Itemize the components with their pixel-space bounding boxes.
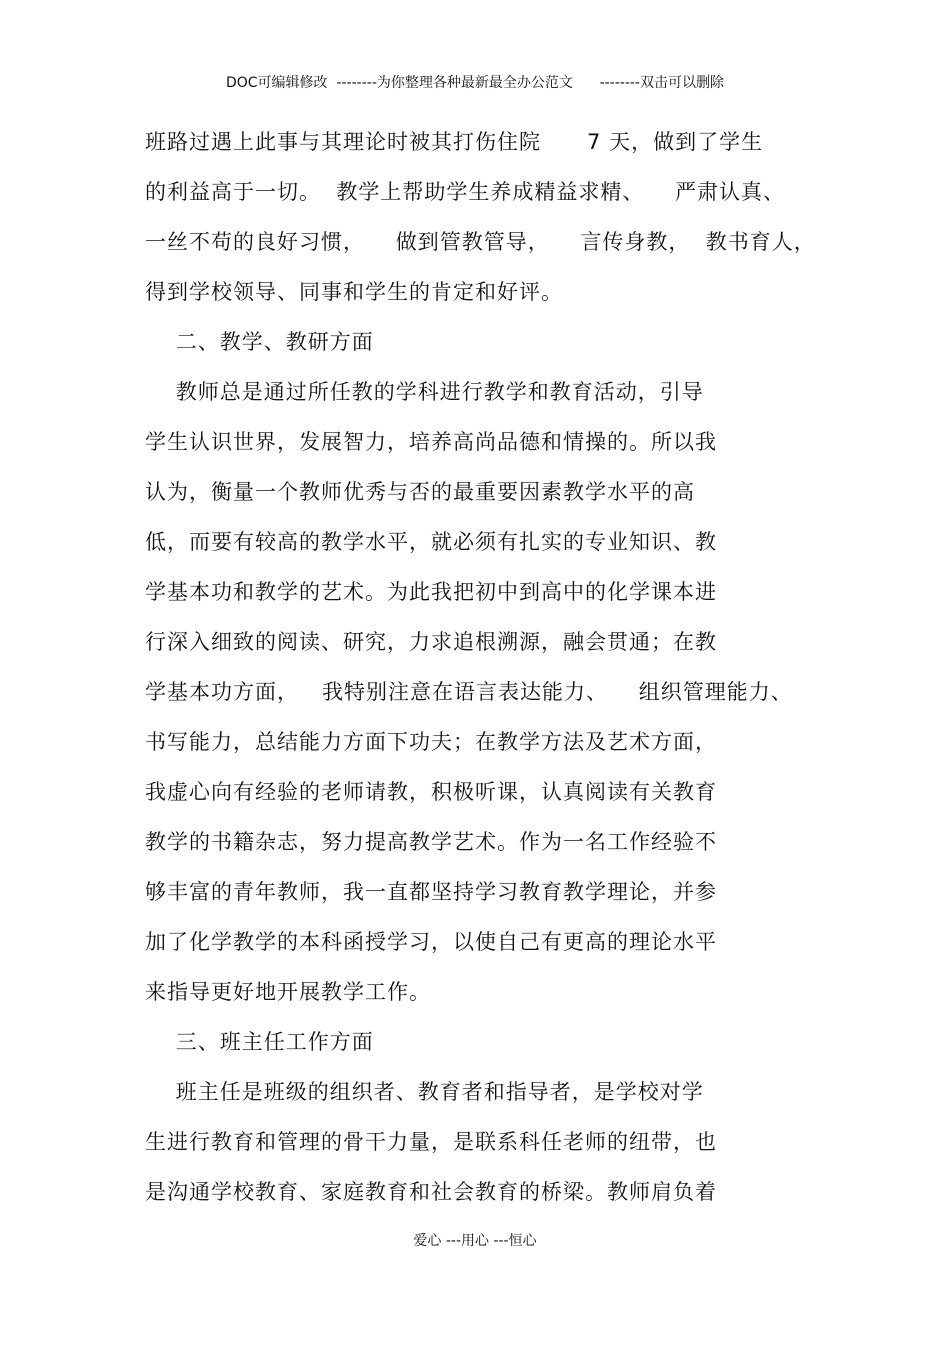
text-line: 我虚心向有经验的老师请教，积极听课，认真阅读有关教育 xyxy=(145,780,717,804)
section-heading: 三、班主任工作方面 xyxy=(145,1030,374,1054)
text-line: 教师总是通过所任教的学科进行教学和教育活动，引导 xyxy=(145,380,704,404)
page-header: DOC可编辑修改 --------为你整理各种最新最全办公范文 --------双击可以删除 xyxy=(225,75,724,91)
text-line: 班主任是班级的组织者、教育者和指导者，是学校对学 xyxy=(145,1080,704,1104)
text-line: 的利益高于一切。 教学上帮助学生养成精益求精、 严肃认真、 xyxy=(145,180,786,204)
text-line: 够丰富的青年教师，我一直都坚持学习教育教学理论，并参 xyxy=(145,880,717,904)
text-line: 学生认识世界，发展智力，培养高尚品德和情操的。所以我 xyxy=(145,430,717,454)
page-footer: 爱心 ---用心 ---恒心 xyxy=(413,1233,537,1249)
text-line: 书写能力，总结能力方面下功夫；在教学方法及艺术方面， xyxy=(145,730,717,754)
text-line: 认为，衡量一个教师优秀与否的最重要因素教学水平的高 xyxy=(145,480,695,504)
text-line: 学基本功和教学的艺术。为此我把初中到高中的化学课本进 xyxy=(145,580,717,604)
text-line: 生进行教育和管理的骨干力量，是联系科任老师的纽带，也 xyxy=(145,1130,717,1154)
section-heading: 二、教学、教研方面 xyxy=(145,330,374,354)
text-line: 低，而要有较高的教学水平，就必须有扎实的专业知识、教 xyxy=(145,530,717,554)
text-line: 学基本功方面， 我特别注意在语言表达能力、 组织管理能力、 xyxy=(145,680,793,704)
text-line: 来指导更好地开展教学工作。 xyxy=(145,980,431,1004)
text-line: 一丝不苟的良好习惯， 做到管教管导， 言传身教， 教书育人， xyxy=(145,230,816,254)
text-line: 教学的书籍杂志，努力提高教学艺术。作为一名工作经验不 xyxy=(145,830,717,854)
text-line: 是沟通学校教育、家庭教育和社会教育的桥梁。教师肩负着 xyxy=(145,1180,717,1204)
text-line: 加了化学教学的本科函授学习，以使自己有更高的理论水平 xyxy=(145,930,717,954)
text-line: 得到学校领导、同事和学生的肯定和好评。 xyxy=(145,280,563,304)
text-line: 班路过遇上此事与其理论时被其打伤住院 7 天，做到了学生 xyxy=(145,130,764,154)
text-line: 行深入细致的阅读、研究，力求追根溯源，融会贯通；在教 xyxy=(145,630,717,654)
